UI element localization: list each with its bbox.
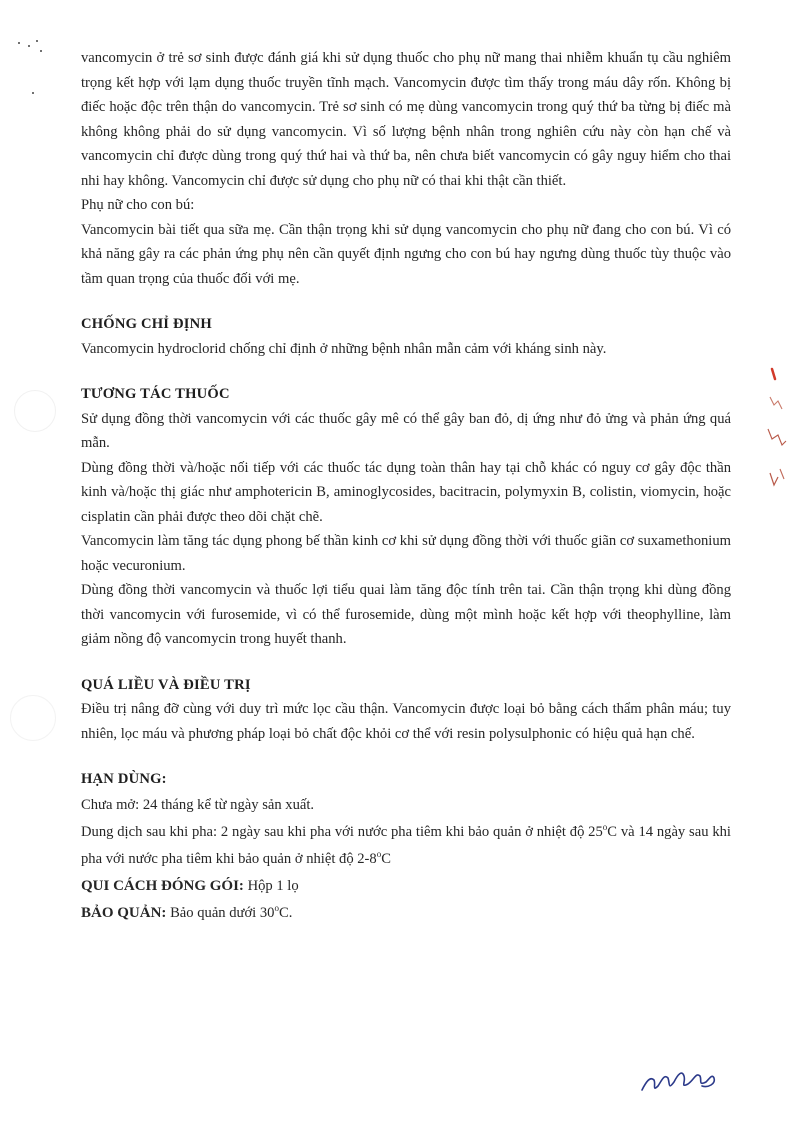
overdose-text: Điều trị nâng đỡ cùng với duy trì mức lọc cầu thận. Vancomycin được loại bỏ bằng cách thẩm phân máu; tuy nhiên, lọc máu và phương pháp loại bỏ chất độc khỏi cơ thể với resin polysulphonic có hiệu quả hạn chế.: [81, 701, 731, 742]
document-body: [81, 46, 731, 927]
interactions-paragraph: Sử dụng đồng thời vancomycin với các thuốc gây mê có thể gây ban đỏ, dị ứng như đỏ ửng và phản ứng quá mẫn.: [81, 410, 731, 451]
packaging-label: QUI CÁCH ĐÓNG GÓI:: [81, 877, 244, 894]
scan-artifact: [10, 695, 56, 741]
breastfeeding-subheading: Phụ nữ cho con bú:: [81, 197, 195, 213]
shelf-life-unopened: Chưa mở: 24 tháng kể từ ngày sản xuất.: [81, 796, 315, 813]
degree-symbol: o: [602, 821, 608, 832]
storage-value: C.: [278, 904, 293, 921]
storage-label: BẢO QUẢN:: [81, 904, 167, 921]
shelf-life-text: C và 14 ngày sau khi pha với nước pha tiêm khi bảo quản ở nhiệt độ 2-8: [81, 823, 731, 867]
packaging-line: [81, 873, 731, 900]
speck: [32, 92, 34, 94]
storage-value: Bảo quản dưới 30: [166, 904, 275, 921]
shelf-life-text: Dung dịch sau khi pha: 2 ngày sau khi pha với nước pha tiêm khi bảo quản ở nhiệt độ 25: [81, 823, 603, 840]
degree-symbol: o: [274, 902, 279, 913]
shelf-life-heading: HẠN DÙNG:: [81, 771, 167, 787]
shelf-life-after-mixing: [81, 819, 731, 873]
degree-symbol: o: [376, 848, 382, 859]
breastfeeding-paragraph: Vancomycin bài tiết qua sữa mẹ. Cần thận trọng khi sử dụng vancomycin cho phụ nữ đang cho con bú. Vì có khả năng gây ra các phản ứng phụ nên cần quyết định ngưng cho con bú hay ngưng dùng thuốc tùy thuộc vào tầm quan trọng của thuốc đối với mẹ.: [81, 221, 731, 287]
storage-line: [81, 900, 731, 927]
contraindications-heading: CHỐNG CHỈ ĐỊNH: [81, 316, 212, 332]
contraindications-text: Vancomycin hydroclorid chống chỉ định ở những bệnh nhân mẫn cảm với kháng sinh này.: [81, 340, 607, 357]
interactions-paragraph: Dùng đồng thời và/hoặc nối tiếp với các thuốc tác dụng toàn thân hay tại chỗ khác có nguy cơ gây độc thần kinh và/hoặc thị giác như amphotericin B, aminoglycosides, bacitracin, polymyxin B, colistin, viomycin, hoặc cisplatin cần phải được theo dõi chặt chẽ.: [81, 459, 731, 525]
pregnancy-paragraph: vancomycin ở trẻ sơ sinh được đánh giá khi sử dụng thuốc cho phụ nữ mang thai nhiễm khuẩn tụ cầu nghiêm trọng kết hợp với lạm dụng thuốc truyền tĩnh mạch. Vancomycin được tìm thấy trong máu dây rốn. Không bị điếc hoặc độc trên thận do vancomycin. Trẻ sơ sinh có mẹ dùng vancomycin trong quý thứ ba từng bị điếc mà không không phải do sử dụng vancomycin. Vì số lượng bệnh nhân trong nghiên cứu này còn hạn chế và vancomycin chỉ được dùng trong quý thứ hai và thứ ba, nên chưa biết vancomycin có gây nguy hiểm cho thai nhi hay không. Vancomycin chỉ được sử dụng cho phụ nữ có thai khi thật cần thiết.: [81, 50, 731, 189]
overdose-heading: QUÁ LIỀU VÀ ĐIỀU TRỊ: [81, 676, 251, 693]
interactions-paragraph: Vancomycin làm tăng tác dụng phong bế thần kinh cơ khi sử dụng đồng thời với thuốc giãn cơ suxamethonium hoặc vecuronium.: [81, 533, 731, 574]
scan-artifact: [14, 390, 56, 432]
shelf-life-text: C: [381, 850, 391, 867]
handwritten-initials: [640, 1062, 720, 1096]
speck: [18, 42, 20, 44]
speck: [40, 50, 42, 52]
interactions-heading: TƯƠNG TÁC THUỐC: [81, 386, 230, 402]
interactions-paragraph: Dùng đồng thời vancomycin và thuốc lợi tiểu quai làm tăng độc tính trên tai. Cần thận trọng khi dùng đồng thời vancomycin với furosemide, vì có thể furosemide, dùng một mình hoặc kết hợp với theophylline, làm giảm nồng độ vancomycin trong huyết thanh.: [81, 582, 731, 647]
speck: [28, 45, 30, 47]
packaging-value: Hộp 1 lọ: [243, 877, 299, 894]
speck: [36, 40, 38, 42]
margin-stamp-marks: [762, 365, 792, 515]
